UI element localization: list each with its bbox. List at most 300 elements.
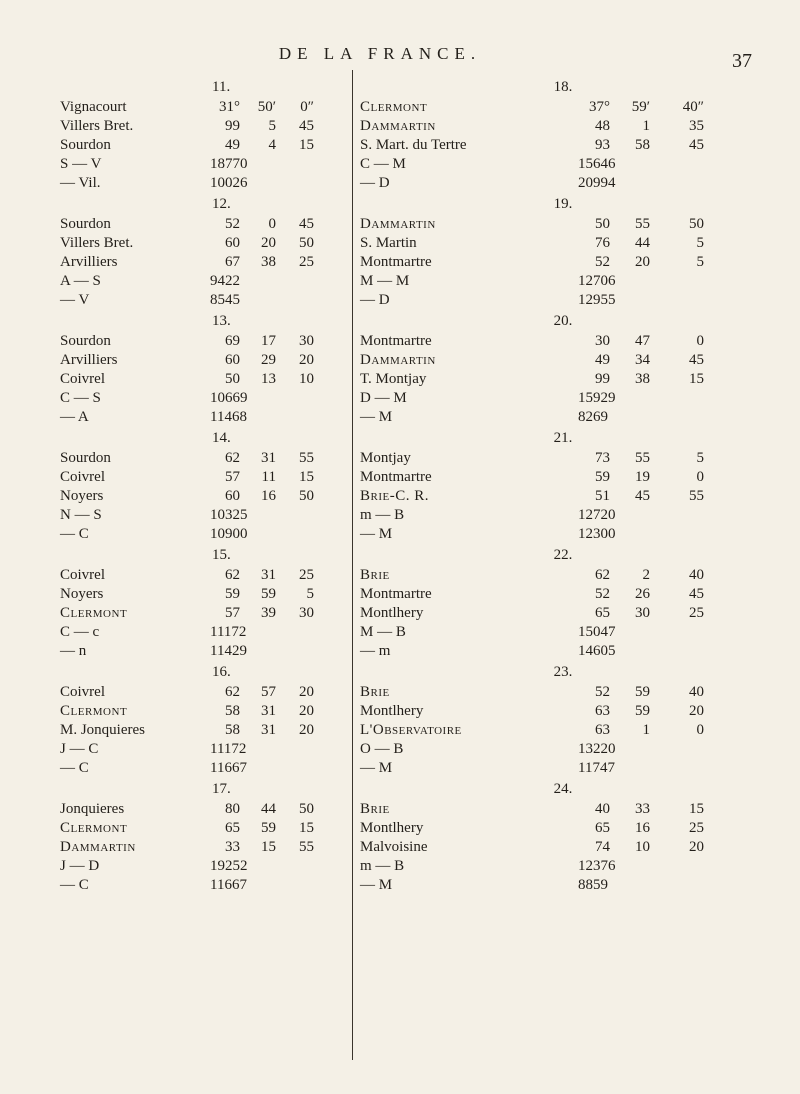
- table-row: [60, 487, 350, 506]
- angle-sec: 50: [689, 216, 704, 232]
- table-row: [358, 838, 768, 857]
- station-name: Montjay: [360, 450, 411, 466]
- station-name: M — B: [360, 624, 406, 640]
- station-name: m — B: [360, 507, 405, 523]
- triangle-block: [60, 661, 350, 778]
- angle-deg: 76: [595, 235, 610, 251]
- angle-sec: 0: [696, 333, 704, 349]
- triangle-number: 17.: [212, 781, 231, 797]
- table-row: [358, 174, 768, 193]
- table-row: [60, 759, 350, 778]
- angle-deg: 62: [225, 567, 240, 583]
- station-name: O — B: [360, 741, 404, 757]
- station-name: Arvilliers: [60, 352, 118, 368]
- table-row: [60, 683, 350, 702]
- station-name: Montmartre: [360, 586, 432, 602]
- page-number: 37: [732, 50, 752, 72]
- distance-value: 11172: [210, 741, 247, 757]
- angle-deg: 63: [595, 703, 610, 719]
- angle-min: 20: [261, 235, 276, 251]
- station-name: L'Observatoire: [360, 722, 462, 738]
- station-name: — V: [60, 292, 90, 308]
- angle-sec: 25: [299, 254, 314, 270]
- angle-sec: 40: [689, 684, 704, 700]
- table-row: [358, 721, 768, 740]
- table-row: [358, 332, 768, 351]
- angle-min: 59: [261, 820, 276, 836]
- table-row: [358, 604, 768, 623]
- angle-min: 5: [268, 118, 276, 134]
- triangle-number: 11.: [212, 79, 231, 95]
- angle-sec: 20: [299, 722, 314, 738]
- distance-value: 14605: [578, 643, 616, 659]
- station-name: Clermont: [60, 820, 128, 836]
- angle-min: 16: [635, 820, 650, 836]
- angle-min: 10: [635, 839, 650, 855]
- table-row: [60, 272, 350, 291]
- table-row: [358, 449, 768, 468]
- table-row: [60, 234, 350, 253]
- distance-value: 10669: [210, 390, 248, 406]
- angle-deg: 60: [225, 235, 240, 251]
- distance-value: 12300: [578, 526, 616, 542]
- angle-sec: 5: [696, 450, 704, 466]
- running-head: DE LA FRANCE.: [278, 44, 482, 63]
- station-name: M — M: [360, 273, 410, 289]
- angle-deg: 58: [225, 703, 240, 719]
- angle-deg: 65: [225, 820, 240, 836]
- angle-deg: 57: [225, 469, 240, 485]
- angle-sec: 30: [299, 333, 314, 349]
- table-row: [60, 136, 350, 155]
- table-row: [358, 702, 768, 721]
- angle-sec: 35: [689, 118, 704, 134]
- triangle-number: 20.: [553, 313, 573, 329]
- angle-sec: 50: [299, 235, 314, 251]
- angle-sec: 15: [689, 371, 704, 387]
- station-name: M. Jonquieres: [60, 722, 145, 738]
- station-name: Sourdon: [60, 333, 111, 349]
- station-name: J — D: [60, 858, 100, 874]
- table-row: [60, 604, 350, 623]
- angle-deg: 73: [595, 450, 610, 466]
- angle-deg: 80: [225, 801, 240, 817]
- angle-sec: 5: [696, 254, 704, 270]
- angle-min: 45: [635, 488, 650, 504]
- triangle-block: [358, 193, 768, 310]
- table-row: [358, 759, 768, 778]
- angle-deg: 37°: [589, 99, 610, 115]
- table-row: [60, 721, 350, 740]
- table-row: [60, 468, 350, 487]
- station-name: — Vil.: [60, 175, 101, 191]
- angle-sec: 20: [299, 703, 314, 719]
- triangle-block: [358, 427, 768, 544]
- station-name: Villers Bret.: [60, 118, 134, 134]
- table-row: [358, 468, 768, 487]
- station-name: C — S: [60, 390, 101, 406]
- table-row: [60, 838, 350, 857]
- station-name: Dammartin: [60, 839, 136, 855]
- angle-min: 16: [261, 488, 276, 504]
- distance-value: 10900: [210, 526, 248, 542]
- angle-sec: 45: [689, 586, 704, 602]
- triangle-number: 24.: [553, 781, 573, 797]
- distance-value: 11172: [210, 624, 247, 640]
- angle-sec: 15: [689, 801, 704, 817]
- angle-min: 1: [642, 118, 650, 134]
- angle-deg: 60: [225, 488, 240, 504]
- station-name: Villers Bret.: [60, 235, 134, 251]
- angle-min: 20: [635, 254, 650, 270]
- angle-sec: 0″: [300, 99, 314, 115]
- table-row: [60, 506, 350, 525]
- station-name: Malvoisine: [360, 839, 428, 855]
- triangle-number: 15.: [212, 547, 231, 563]
- station-name: Brie: [360, 684, 390, 700]
- distance-value: 12955: [578, 292, 616, 308]
- table-row: [358, 291, 768, 310]
- station-name: Coivrel: [60, 371, 105, 387]
- station-name: Clermont: [60, 605, 128, 621]
- angle-deg: 52: [225, 216, 240, 232]
- station-name: Vignacourt: [60, 99, 127, 115]
- distance-value: 15646: [578, 156, 616, 172]
- table-row: [358, 253, 768, 272]
- angle-min: 44: [635, 235, 650, 251]
- angle-sec: 20: [299, 684, 314, 700]
- table-row: [358, 487, 768, 506]
- angle-min: 34: [635, 352, 650, 368]
- station-name: Brie-C. R.: [360, 488, 429, 504]
- angle-sec: 55: [299, 839, 314, 855]
- triangle-block: [60, 310, 350, 427]
- station-name: Arvilliers: [60, 254, 118, 270]
- table-row: [358, 642, 768, 661]
- triangle-block: [358, 661, 768, 778]
- angle-deg: 74: [595, 839, 610, 855]
- table-row: [358, 408, 768, 427]
- table-row: [358, 857, 768, 876]
- triangle-number: 16.: [212, 664, 231, 680]
- angle-deg: 62: [595, 567, 610, 583]
- station-name: Coivrel: [60, 469, 105, 485]
- angle-sec: 0: [696, 722, 704, 738]
- angle-sec: 45: [299, 118, 314, 134]
- table-row: [60, 876, 350, 895]
- table-row: [60, 408, 350, 427]
- table-row: [60, 449, 350, 468]
- angle-min: 31: [261, 567, 276, 583]
- angle-sec: 50: [299, 488, 314, 504]
- table-row: [60, 819, 350, 838]
- station-name: m — B: [360, 858, 405, 874]
- angle-min: 17: [261, 333, 276, 349]
- station-name: Jonquieres: [60, 801, 125, 817]
- triangle-block: [60, 544, 350, 661]
- angle-min: 31: [261, 450, 276, 466]
- angle-sec: 45: [689, 137, 704, 153]
- station-name: C — c: [60, 624, 100, 640]
- table-row: [60, 291, 350, 310]
- angle-sec: 15: [299, 137, 314, 153]
- station-name: Montmartre: [360, 469, 432, 485]
- angle-deg: 52: [595, 254, 610, 270]
- distance-value: 8859: [578, 877, 608, 893]
- table-row: [60, 857, 350, 876]
- angle-sec: 30: [299, 605, 314, 621]
- angle-min: 59′: [631, 99, 650, 115]
- angle-min: 59: [261, 586, 276, 602]
- station-name: — m: [360, 643, 391, 659]
- table-row: [358, 566, 768, 585]
- station-name: Clermont: [60, 703, 128, 719]
- angle-sec: 25: [689, 820, 704, 836]
- angle-sec: 55: [299, 450, 314, 466]
- table-row: [358, 585, 768, 604]
- distance-value: 12706: [578, 273, 616, 289]
- triangle-block: [358, 310, 768, 427]
- angle-sec: 55: [689, 488, 704, 504]
- table-row: [60, 525, 350, 544]
- triangle-block: [358, 544, 768, 661]
- angle-min: 26: [635, 586, 650, 602]
- distance-value: 8545: [210, 292, 240, 308]
- distance-value: 10026: [210, 175, 248, 191]
- station-name: Coivrel: [60, 567, 105, 583]
- table-row: [60, 370, 350, 389]
- table-row: [358, 155, 768, 174]
- angle-sec: 0: [696, 469, 704, 485]
- angle-min: 55: [635, 450, 650, 466]
- angle-min: 4: [268, 137, 276, 153]
- station-name: Montmartre: [360, 254, 432, 270]
- angle-deg: 30: [595, 333, 610, 349]
- distance-value: 18770: [210, 156, 248, 172]
- distance-value: 15047: [578, 624, 616, 640]
- angle-min: 30: [635, 605, 650, 621]
- table-row: [60, 389, 350, 408]
- angle-min: 38: [635, 371, 650, 387]
- table-row: [358, 819, 768, 838]
- table-row: [60, 351, 350, 370]
- distance-value: 11468: [210, 409, 247, 425]
- station-name: A — S: [60, 273, 101, 289]
- table-row: [358, 525, 768, 544]
- distance-value: 9422: [210, 273, 240, 289]
- station-name: — M: [360, 409, 393, 425]
- station-name: Montlhery: [360, 820, 424, 836]
- table-row: [358, 740, 768, 759]
- angle-deg: 62: [225, 450, 240, 466]
- table-row: [60, 566, 350, 585]
- triangle-number: 12.: [212, 196, 231, 212]
- triangle-block: [60, 427, 350, 544]
- station-name: Sourdon: [60, 450, 111, 466]
- station-name: Clermont: [360, 99, 428, 115]
- angle-min: 59: [635, 684, 650, 700]
- distance-value: 12720: [578, 507, 616, 523]
- triangle-number: 23.: [553, 664, 573, 680]
- angle-deg: 63: [595, 722, 610, 738]
- angle-sec: 20: [299, 352, 314, 368]
- angle-sec: 40″: [682, 99, 704, 115]
- station-name: Noyers: [60, 488, 104, 504]
- table-row: [60, 642, 350, 661]
- angle-min: 13: [261, 371, 276, 387]
- angle-deg: 65: [595, 820, 610, 836]
- table-row: [358, 215, 768, 234]
- angle-min: 15: [261, 839, 276, 855]
- angle-min: 55: [635, 216, 650, 232]
- angle-min: 2: [642, 567, 650, 583]
- station-name: C — M: [360, 156, 406, 172]
- angle-deg: 50: [595, 216, 610, 232]
- station-name: — n: [60, 643, 87, 659]
- station-name: T. Montjay: [360, 371, 427, 387]
- station-name: — M: [360, 877, 393, 893]
- table-row: [60, 800, 350, 819]
- station-name: — C: [60, 526, 89, 542]
- angle-min: 59: [635, 703, 650, 719]
- distance-value: 11667: [210, 877, 247, 893]
- table-row: [60, 215, 350, 234]
- table-row: [60, 155, 350, 174]
- angle-deg: 59: [225, 586, 240, 602]
- angle-sec: 40: [689, 567, 704, 583]
- angle-deg: 52: [595, 586, 610, 602]
- angle-min: 11: [261, 469, 276, 485]
- angle-deg: 99: [595, 371, 610, 387]
- station-name: — A: [60, 409, 89, 425]
- table-row: [60, 585, 350, 604]
- table-row: [358, 117, 768, 136]
- table-row: [358, 389, 768, 408]
- table-row: [358, 136, 768, 155]
- angle-min: 0: [268, 216, 276, 232]
- angle-sec: 25: [299, 567, 314, 583]
- angle-min: 39: [261, 605, 276, 621]
- triangle-block: [60, 778, 350, 895]
- angle-deg: 48: [595, 118, 610, 134]
- station-name: — D: [360, 292, 390, 308]
- table-row: [60, 702, 350, 721]
- angle-sec: 5: [696, 235, 704, 251]
- angle-deg: 65: [595, 605, 610, 621]
- table-row: [358, 98, 768, 117]
- angle-min: 58: [635, 137, 650, 153]
- table-row: [60, 117, 350, 136]
- triangle-number: 19.: [553, 196, 573, 212]
- angle-min: 50′: [257, 99, 276, 115]
- angle-deg: 50: [225, 371, 240, 387]
- angle-deg: 69: [225, 333, 240, 349]
- distance-value: 20994: [578, 175, 616, 191]
- station-name: J — C: [60, 741, 99, 757]
- triangle-number: 18.: [553, 79, 573, 95]
- angle-deg: 31°: [219, 99, 240, 115]
- station-name: Sourdon: [60, 137, 111, 153]
- angle-sec: 25: [689, 605, 704, 621]
- triangle-number: 22.: [553, 547, 573, 563]
- triangle-block: [60, 193, 350, 310]
- distance-value: 12376: [578, 858, 616, 874]
- table-row: [358, 800, 768, 819]
- angle-min: 19: [635, 469, 650, 485]
- table-row: [358, 272, 768, 291]
- table-row: [60, 332, 350, 351]
- angle-deg: 60: [225, 352, 240, 368]
- angle-min: 47: [635, 333, 650, 349]
- triangle-number: 21.: [553, 430, 573, 446]
- angle-deg: 49: [225, 137, 240, 153]
- table-row: [60, 174, 350, 193]
- table-row: [358, 506, 768, 525]
- right-column: [358, 76, 768, 895]
- distance-value: 10325: [210, 507, 248, 523]
- station-name: Montmartre: [360, 333, 432, 349]
- angle-min: 38: [261, 254, 276, 270]
- angle-deg: 52: [595, 684, 610, 700]
- station-name: — M: [360, 526, 393, 542]
- angle-sec: 45: [299, 216, 314, 232]
- table-row: [358, 370, 768, 389]
- angle-deg: 57: [225, 605, 240, 621]
- angle-deg: 33: [225, 839, 240, 855]
- station-name: Dammartin: [360, 216, 436, 232]
- table-row: [358, 683, 768, 702]
- table-row: [60, 253, 350, 272]
- distance-value: 11747: [578, 760, 615, 776]
- angle-deg: 51: [595, 488, 610, 504]
- station-name: — C: [60, 760, 89, 776]
- station-name: N — S: [60, 507, 102, 523]
- triangle-block: [60, 76, 350, 193]
- table-row: [60, 98, 350, 117]
- table-row: [358, 623, 768, 642]
- angle-deg: 99: [225, 118, 240, 134]
- distance-value: 13220: [578, 741, 616, 757]
- station-name: Dammartin: [360, 118, 436, 134]
- distance-value: 15929: [578, 390, 616, 406]
- station-name: — M: [360, 760, 393, 776]
- distance-value: 19252: [210, 858, 248, 874]
- triangle-number: 14.: [212, 430, 231, 446]
- angle-sec: 10: [299, 371, 314, 387]
- station-name: Brie: [360, 801, 390, 817]
- angle-min: 29: [261, 352, 276, 368]
- angle-sec: 20: [689, 839, 704, 855]
- angle-deg: 67: [225, 254, 240, 270]
- angle-sec: 15: [299, 820, 314, 836]
- angle-sec: 15: [299, 469, 314, 485]
- angle-deg: 62: [225, 684, 240, 700]
- table-row: [60, 623, 350, 642]
- angle-min: 1: [642, 722, 650, 738]
- angle-deg: 49: [595, 352, 610, 368]
- station-name: Dammartin: [360, 352, 436, 368]
- angle-deg: 40: [595, 801, 610, 817]
- triangle-number: 13.: [212, 313, 231, 329]
- station-name: — D: [360, 175, 390, 191]
- station-name: — C: [60, 877, 89, 893]
- triangle-block: [358, 76, 768, 193]
- angle-sec: 45: [689, 352, 704, 368]
- station-name: S. Martin: [360, 235, 417, 251]
- angle-min: 33: [635, 801, 650, 817]
- station-name: S. Mart. du Tertre: [360, 137, 467, 153]
- station-name: D — M: [360, 390, 407, 406]
